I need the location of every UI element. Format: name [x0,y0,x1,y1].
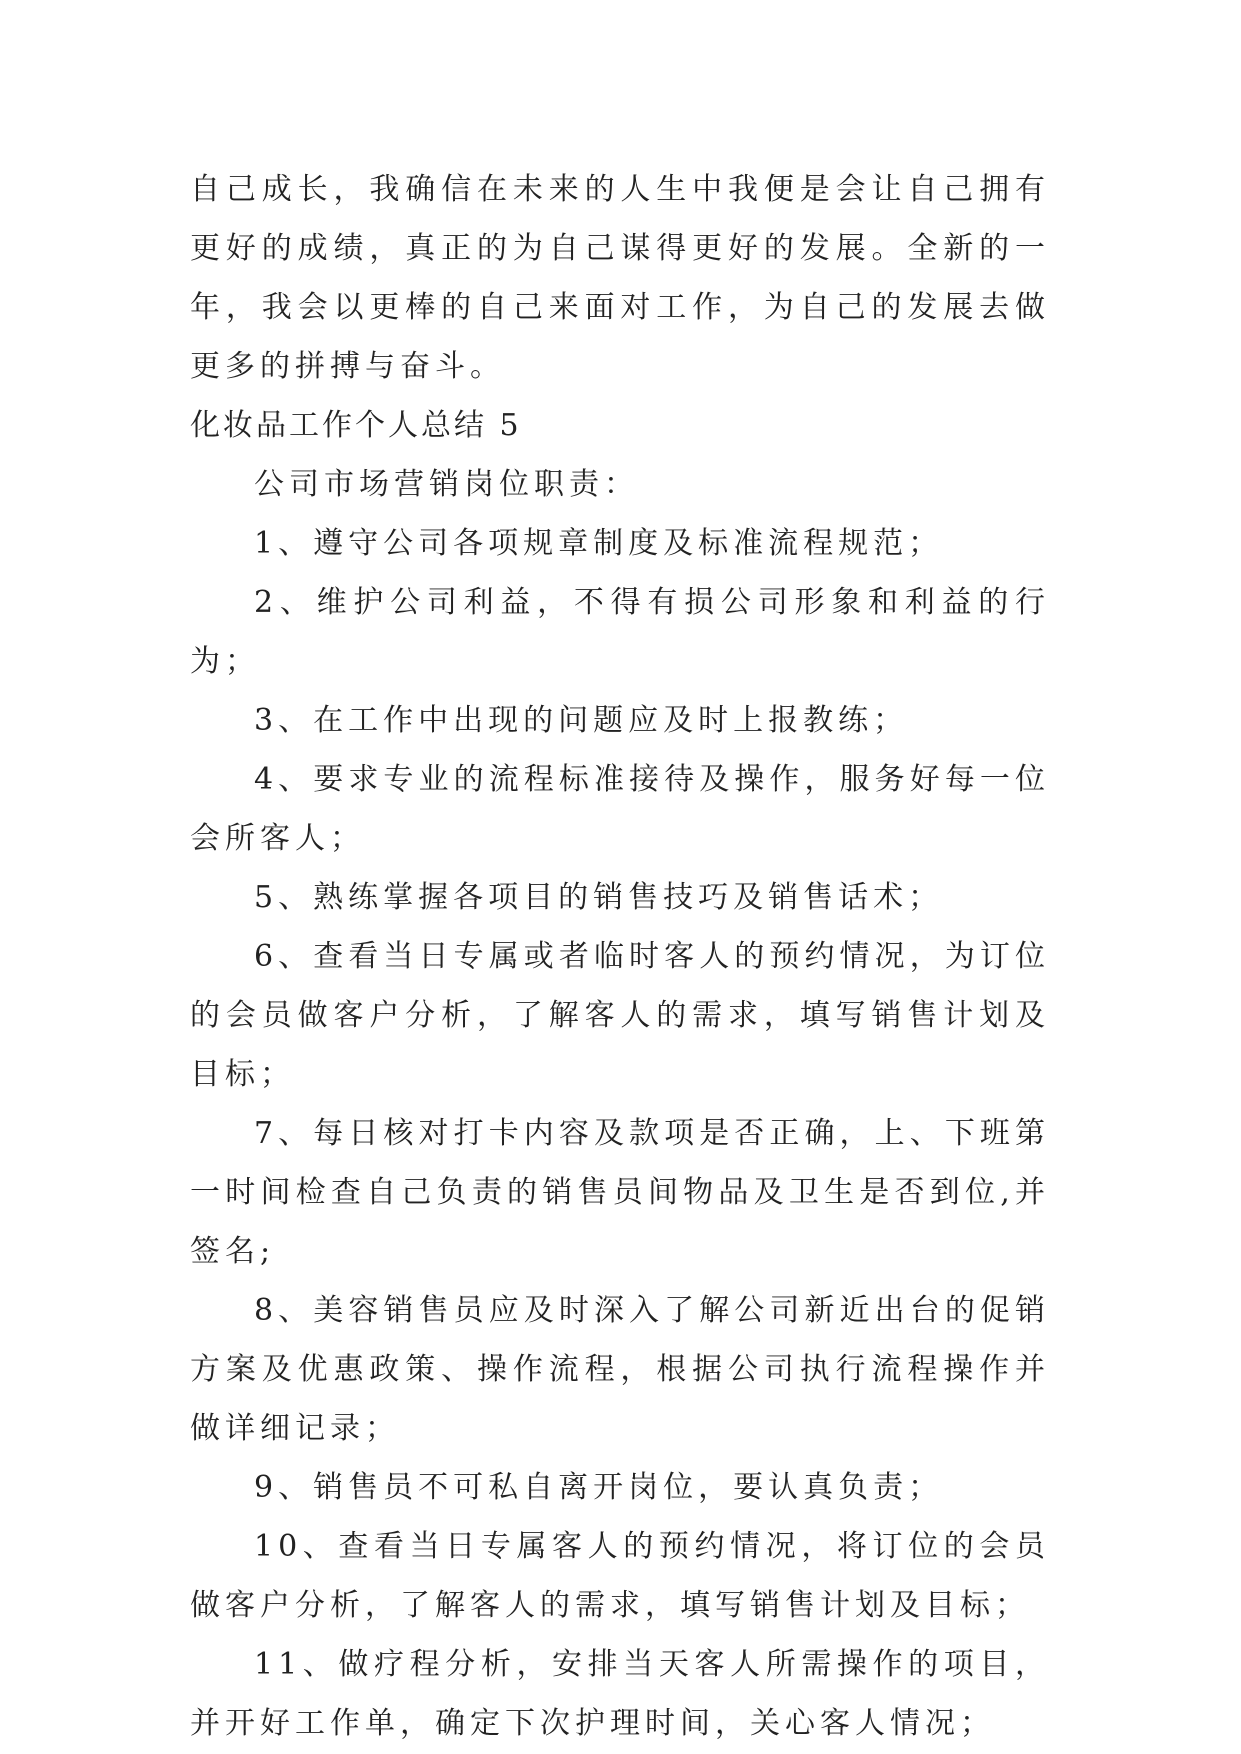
paragraph-continuation: 自己成长，我确信在未来的人生中我便是会让自己拥有更好的成绩，真正的为自己谋得更好的发展。全新的一年，我会以更棒的自己来面对工作，为自己的发展去做更多的拼搏与奋斗。 [190,172,1050,384]
list-item: 6、查看当日专属或者临时客人的预约情况，为订位的会员做客户分析，了解客人的需求，填写销售计划及目标； [190,939,1050,1092]
list-item: 11、做疗程分析，安排当天客人所需操作的项目，并开好工作单，确定下次护理时间，关心客人情况； [190,1647,1050,1741]
list-item: 8、美容销售员应及时深入了解公司新近出台的促销方案及优惠政策、操作流程，根据公司执行流程操作并做详细记录； [190,1293,1050,1446]
paragraph-intro: 公司市场营销岗位职责： [254,467,639,502]
list-item: 2、维护公司利益，不得有损公司形象和利益的行为； [190,585,1050,679]
list-item: 10、查看当日专属客人的预约情况，将订位的会员做客户分析，了解客人的需求，填写销售计划及目标； [190,1529,1050,1623]
list-item: 9、销售员不可私自离开岗位，要认真负责； [254,1470,944,1505]
document-body [190,160,1050,1753]
list-item: 7、每日核对打卡内容及款项是否正确，上、下班第一时间检查自己负责的销售员间物品及卫生是否到位,并签名; [190,1116,1050,1269]
list-item: 1、遵守公司各项规章制度及标准流程规范； [254,526,944,561]
list-item: 4、要求专业的流程标准接待及操作，服务好每一位会所客人； [190,762,1050,856]
list-item: 5、熟练掌握各项目的销售技巧及销售话术； [254,880,944,915]
section-heading: 化妆品工作个人总结 5 [190,408,522,443]
list-item: 3、在工作中出现的问题应及时上报教练； [254,703,909,738]
